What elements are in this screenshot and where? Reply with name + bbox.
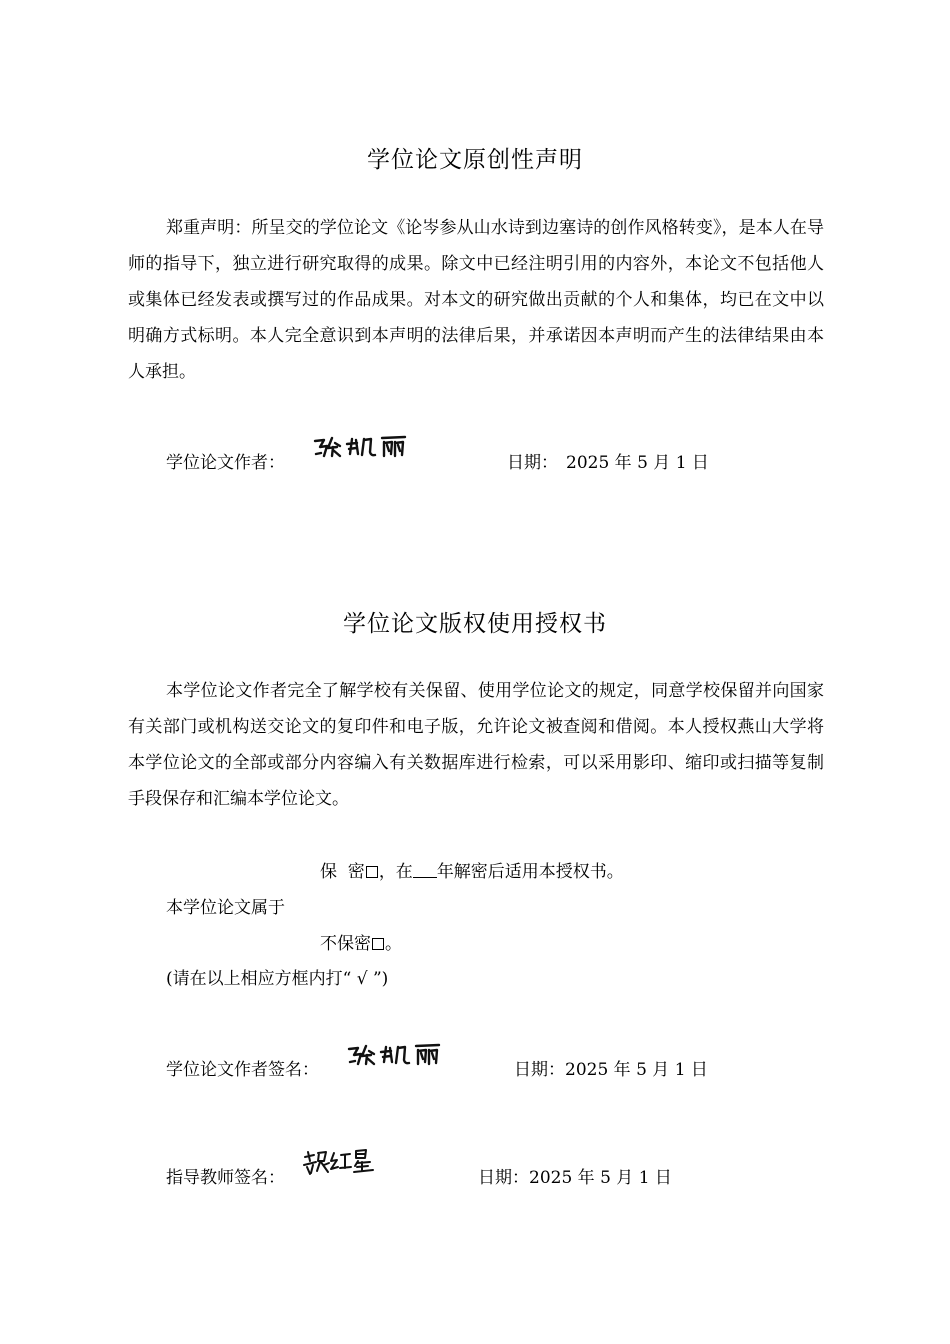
declaration-date-label: 日期： bbox=[507, 453, 558, 473]
checkbox-instruction: (请在以上相应方框内打“ √ ”) bbox=[166, 969, 389, 989]
confidential-label: 保 密 bbox=[320, 862, 365, 882]
author-sign-label: 学位论文作者签名： bbox=[166, 1060, 319, 1080]
author-signature bbox=[346, 1042, 442, 1072]
nonconfidential-label: 不保密 bbox=[320, 934, 371, 954]
declaration-author-signature bbox=[312, 434, 408, 464]
confidential-suffix: 年解密后适用本授权书。 bbox=[436, 862, 624, 882]
nonconfidential-checkbox[interactable] bbox=[372, 938, 384, 950]
declaration-body: 郑重声明：所呈交的学位论文《论岑参从山水诗到边塞诗的创作风格转变》，是本人在导师的指导下，独立进行研究取得的成果。除文中已经注明引用的内容外，本论文不包括他人或集体已经发表或撰写过的作品成果。对本文的研究做出贡献的个人和集体，均已在文中以明确方式标明。本人完全意识到本声明的法律后果，并承诺因本声明而产生的法律结果由本人承担。 bbox=[128, 218, 824, 382]
declaration-author-label: 学位论文作者： bbox=[166, 453, 285, 473]
authorization-title: 学位论文版权使用授权书 bbox=[343, 611, 607, 637]
advisor-signature bbox=[302, 1147, 380, 1179]
declaration-date bbox=[507, 448, 709, 473]
confidential-checkbox[interactable] bbox=[366, 866, 378, 878]
author-sign-date: 日期：2025 年 5 月 1 日 bbox=[514, 1060, 708, 1080]
confidential-middle: ，在 bbox=[378, 862, 413, 882]
advisor-sign-label: 指导教师签名： bbox=[166, 1168, 285, 1188]
declaration-date-value: 2025 年 5 月 1 日 bbox=[566, 453, 709, 473]
declaration-title: 学位论文原创性声明 bbox=[367, 147, 583, 173]
declassify-years-blank[interactable] bbox=[413, 863, 437, 878]
authorization-body: 本学位论文作者完全了解学校有关保留、使用学位论文的规定，同意学校保留并向国家有关部门或机构送交论文的复印件和电子版，允许论文被查阅和借阅。本人授权燕山大学将本学位论文的全部或部分内容编入有关数据库进行检索，可以采用影印、缩印或扫描等复制手段保存和汇编本学位论文。 bbox=[128, 681, 824, 809]
belongs-label: 本学位论文属于 bbox=[166, 898, 285, 918]
confidential-option bbox=[320, 857, 624, 882]
nonconfidential-end: 。 bbox=[385, 934, 402, 954]
nonconfidential-option bbox=[320, 929, 402, 954]
advisor-sign-date: 日期：2025 年 5 月 1 日 bbox=[478, 1168, 672, 1188]
